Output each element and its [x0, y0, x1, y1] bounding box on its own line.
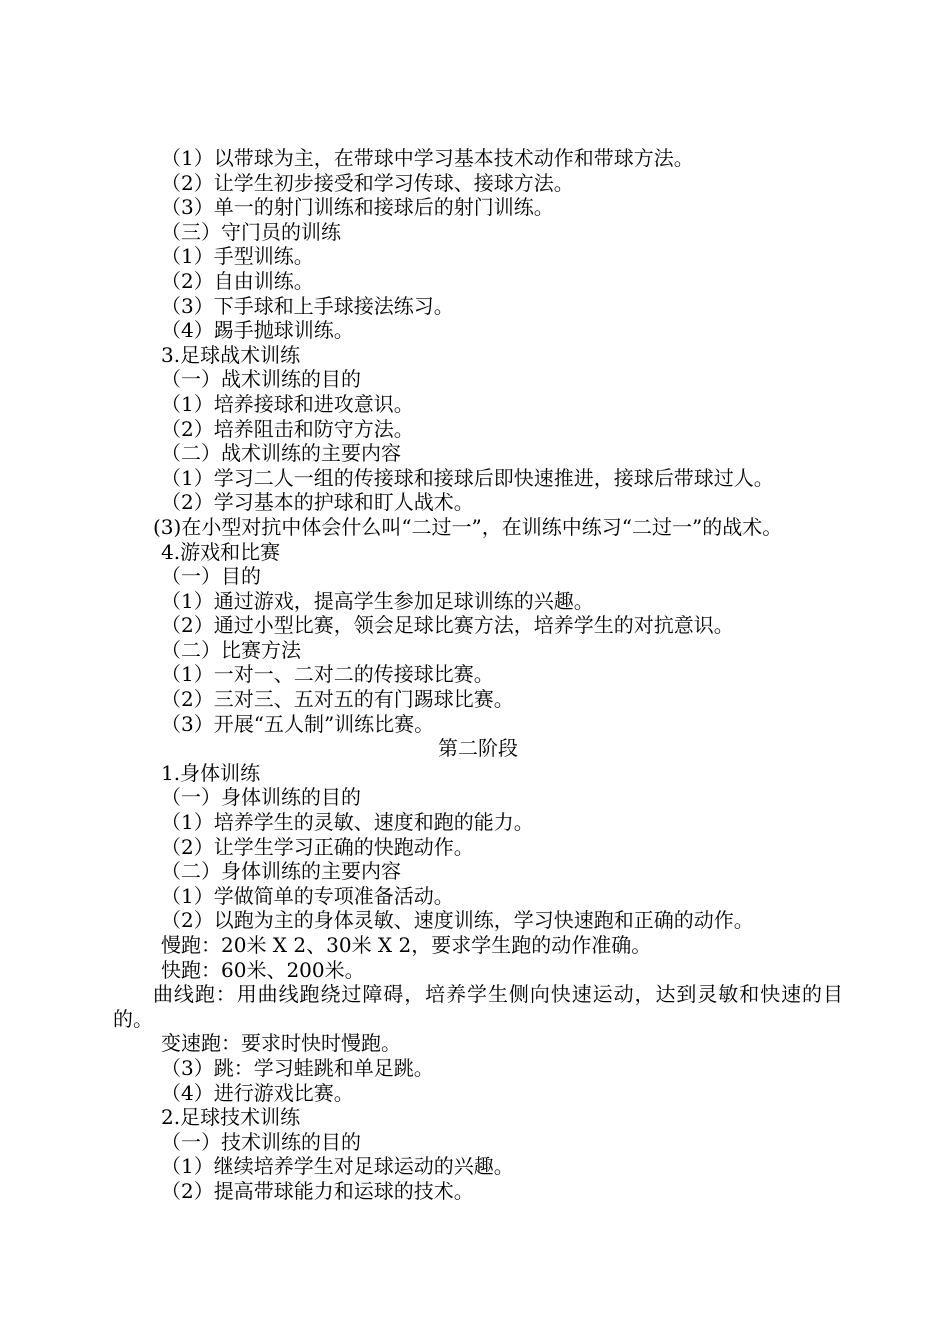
text-line: （1）培养学生的灵敏、速度和跑的能力。: [161, 810, 534, 835]
section-heading: （一）身体训练的目的: [161, 785, 361, 810]
text-line: （3）跳：学习蛙跳和单足跳。: [161, 1055, 434, 1080]
text-line: 变速跑：要求时快时慢跑。: [161, 1031, 401, 1056]
section-heading: （一）战术训练的目的: [161, 367, 361, 392]
section-heading: （二）身体训练的主要内容: [161, 859, 401, 884]
text-line: （2）让学生学习正确的快跑动作。: [161, 834, 474, 859]
section-heading: （一）技术训练的目的: [161, 1129, 361, 1154]
text-line: （4）进行游戏比赛。: [161, 1080, 354, 1105]
text-line: （3）下手球和上手球接法练习。: [161, 293, 454, 318]
text-line: （3）开展“五人制”训练比赛。: [161, 711, 435, 736]
text-line: （2）提高带球能力和运球的技术。: [161, 1178, 474, 1203]
section-heading: 4.游戏和比赛: [161, 539, 281, 564]
section-heading: （三）守门员的训练: [161, 219, 341, 244]
text-paragraph: 曲线跑：用曲线跑绕过障碍，培养学生侧向快速运动，达到灵敏和快速的目的。: [113, 982, 843, 1031]
text-line: （1）学做简单的专项准备活动。: [161, 883, 454, 908]
stage-title: 第二阶段: [438, 736, 518, 761]
section-heading: 3.足球战术训练: [161, 342, 301, 367]
text-line: （1）通过游戏，提高学生参加足球训练的兴趣。: [161, 588, 594, 613]
text-line: （2）培养阻击和防守方法。: [161, 416, 414, 441]
text-paragraph: (3)在小型对抗中体会什么叫“二过一”，在训练中练习“二过一”的战术。: [153, 514, 783, 539]
section-heading: （二）战术训练的主要内容: [161, 441, 401, 466]
section-heading: （二）比赛方法: [161, 637, 301, 662]
text-line: （1）以带球为主，在带球中学习基本技术动作和带球方法。: [161, 146, 694, 170]
text-line: 慢跑：20米 X 2、30米 X 2，要求学生跑的动作准确。: [161, 933, 652, 957]
text-line: （1）手型训练。: [161, 244, 314, 269]
text-line: （2）通过小型比赛，领会足球比赛方法，培养学生的对抗意识。: [161, 613, 734, 638]
section-heading: 2.足球技术训练: [161, 1105, 301, 1130]
text-line: （2）以跑为主的身体灵敏、速度训练，学习快速跑和正确的动作。: [161, 908, 754, 933]
text-line: （1）一对一、二对二的传接球比赛。: [161, 662, 494, 687]
section-heading: （一）目的: [161, 564, 261, 589]
text-line: （4）踢手抛球训练。: [161, 318, 354, 343]
document-page: [113, 146, 843, 1204]
text-line: （1）学习二人一组的传接球和接球后即快速推进，接球后带球过人。: [161, 465, 774, 490]
text-line: （2）三对三、五对五的有门踢球比赛。: [161, 687, 514, 712]
text-line: 快跑：60米、200米。: [161, 957, 365, 982]
text-line: （1）继续培养学生对足球运动的兴趣。: [161, 1154, 514, 1179]
text-line: （3）单一的射门训练和接球后的射门训练。: [161, 195, 554, 220]
text-line: （1）培养接球和进攻意识。: [161, 391, 414, 416]
text-line: （2）学习基本的护球和盯人战术。: [161, 490, 474, 515]
section-heading: 1.身体训练: [161, 760, 261, 785]
text-line: （2）自由训练。: [161, 268, 314, 293]
text-line: （2）让学生初步接受和学习传球、接球方法。: [161, 170, 574, 195]
